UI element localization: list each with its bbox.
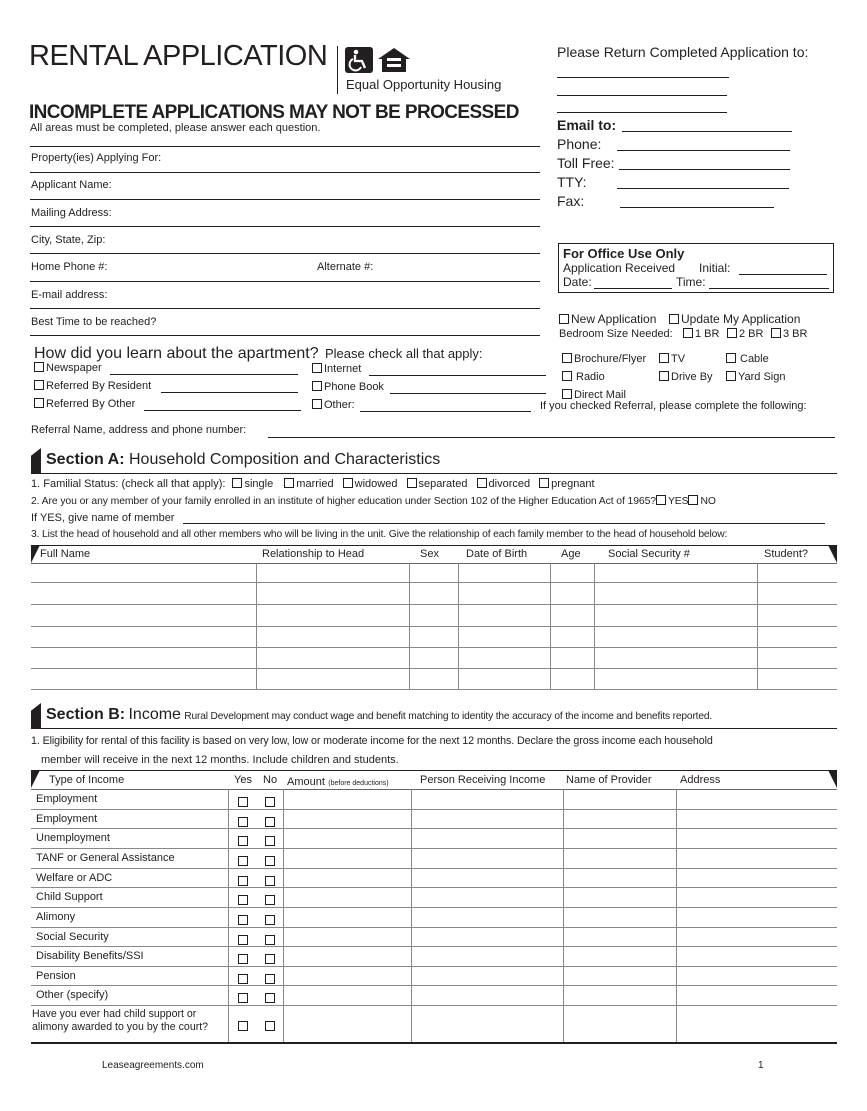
- city-label: City, State, Zip:: [31, 234, 106, 246]
- br1-option[interactable]: 1 BR: [683, 328, 719, 340]
- fax-field[interactable]: [620, 207, 774, 208]
- footer-site: Leaseagreements.com: [102, 1060, 204, 1071]
- income-type-label: TANF or General Assistance: [36, 852, 175, 864]
- applicant-name-field[interactable]: [30, 199, 540, 200]
- table-row[interactable]: [31, 626, 837, 627]
- table-row[interactable]: [31, 647, 837, 648]
- income-type-label: Alimony: [36, 911, 76, 923]
- office-use-title: For Office Use Only: [563, 246, 685, 261]
- col-sex: Sex: [420, 548, 439, 560]
- section-a-header: Section A: Household Composition and Characteristics: [31, 448, 837, 474]
- radio-option[interactable]: Radio: [562, 371, 605, 383]
- table-row[interactable]: [31, 689, 837, 690]
- best-time-field[interactable]: [30, 335, 540, 336]
- checkbox[interactable]: [659, 371, 669, 381]
- header-divider: [337, 46, 338, 94]
- time-label: Time:: [676, 275, 706, 289]
- tollfree-label: Toll Free:: [557, 155, 615, 171]
- income-type-label: Employment: [36, 813, 98, 825]
- table-row[interactable]: [31, 927, 837, 928]
- phone-label: Phone:: [557, 136, 602, 152]
- tv-option[interactable]: TV: [659, 353, 685, 365]
- table-row[interactable]: [31, 887, 837, 888]
- table-row[interactable]: [31, 966, 837, 967]
- home-phone-field[interactable]: [30, 281, 540, 282]
- email-to-label: Email to:: [557, 117, 617, 133]
- date-field[interactable]: [594, 288, 672, 289]
- checkbox[interactable]: [539, 478, 549, 488]
- familial-status: 1. Familial Status: (check all that apply): single married widowed separated divorced pregnant: [31, 478, 595, 490]
- tty-field[interactable]: [617, 188, 789, 189]
- court-question: Have you ever had child support or alimony awarded to you by the court?: [32, 1008, 209, 1033]
- phone-book-option[interactable]: Phone Book: [312, 381, 384, 393]
- table-row[interactable]: [31, 985, 837, 986]
- col-type: Type of Income: [49, 774, 125, 786]
- income-yes-checkbox[interactable]: [238, 935, 248, 945]
- income-no-checkbox[interactable]: [265, 954, 275, 964]
- income-no-checkbox[interactable]: [265, 836, 275, 846]
- mailing-label: Mailing Address:: [31, 207, 112, 219]
- income-yes-checkbox[interactable]: [238, 876, 248, 886]
- table-row[interactable]: [31, 907, 837, 908]
- page-number: 1: [758, 1060, 764, 1071]
- income-no-checkbox[interactable]: [265, 856, 275, 866]
- initial-label: Initial:: [699, 261, 731, 275]
- drive-by-option[interactable]: Drive By: [659, 371, 713, 383]
- income-no-checkbox[interactable]: [265, 974, 275, 984]
- income-no-checkbox[interactable]: [265, 915, 275, 925]
- referral-field[interactable]: [268, 437, 835, 438]
- office-use-box: [558, 243, 834, 293]
- table-row[interactable]: [31, 582, 837, 583]
- income-type-label: Unemployment: [36, 832, 110, 844]
- table-row[interactable]: [31, 604, 837, 605]
- col-provider: Name of Provider: [566, 774, 652, 786]
- col-address: Address: [680, 774, 721, 786]
- property-field[interactable]: [30, 172, 540, 173]
- income-yes-checkbox[interactable]: [238, 993, 248, 1003]
- section-b-header: Section B: Income Rural Development may conduct wage and benefit matching to identity the accuracy of the income and benefits reported.: [31, 703, 837, 729]
- equal-opportunity-text: Equal Opportunity Housing: [346, 77, 502, 92]
- other-option[interactable]: Other:: [312, 399, 355, 411]
- checkbox[interactable]: [284, 478, 294, 488]
- checkbox[interactable]: [562, 353, 572, 363]
- table-row[interactable]: [31, 848, 837, 849]
- page-title: RENTAL APPLICATION: [29, 40, 328, 72]
- email-field[interactable]: [30, 308, 540, 309]
- income-type-label: Social Security: [36, 931, 109, 943]
- checkbox[interactable]: [312, 399, 322, 409]
- checkbox[interactable]: [34, 398, 44, 408]
- phone-field[interactable]: [617, 150, 790, 151]
- checkbox[interactable]: [669, 314, 679, 324]
- checkbox[interactable]: [407, 478, 417, 488]
- property-label: Property(ies) Applying For:: [31, 152, 162, 164]
- income-type-label: Employment: [36, 793, 98, 805]
- table-row[interactable]: [31, 946, 837, 947]
- table-row[interactable]: [31, 668, 837, 669]
- checkbox[interactable]: [727, 328, 737, 338]
- incomplete-warning: INCOMPLETE APPLICATIONS MAY NOT BE PROCESSED: [29, 102, 519, 123]
- email-label: E-mail address:: [31, 289, 108, 301]
- income-yes-checkbox[interactable]: [238, 797, 248, 807]
- household-table: [31, 545, 837, 689]
- table-row[interactable]: [31, 828, 837, 829]
- income-no-checkbox[interactable]: [265, 935, 275, 945]
- internet-option[interactable]: Internet: [312, 363, 361, 375]
- checkbox[interactable]: [656, 495, 666, 505]
- referral-note: If you checked Referral, please complete the following:: [540, 400, 807, 412]
- brochure-option[interactable]: Brochure/Flyer: [562, 353, 646, 365]
- income-type-label: Pension: [36, 970, 76, 982]
- update-application-option[interactable]: Update My Application: [669, 312, 800, 326]
- checkbox[interactable]: [232, 478, 242, 488]
- income-yes-checkbox[interactable]: [238, 915, 248, 925]
- income-no-checkbox[interactable]: [265, 817, 275, 827]
- referred-resident-option[interactable]: Referred By Resident: [34, 380, 151, 392]
- equal-housing-icon: [376, 46, 412, 77]
- col-yes: Yes: [234, 774, 252, 786]
- checkbox[interactable]: [683, 328, 693, 338]
- income-no-checkbox[interactable]: [265, 993, 275, 1003]
- income-yes-checkbox[interactable]: [238, 974, 248, 984]
- higher-ed-member-field[interactable]: [183, 523, 825, 524]
- tty-label: TTY:: [557, 174, 587, 190]
- col-full-name: Full Name: [40, 548, 91, 560]
- income-type-label: Disability Benefits/SSI: [36, 950, 144, 962]
- checkbox[interactable]: [34, 380, 44, 390]
- income-type-label: Welfare or ADC: [36, 872, 113, 884]
- table-row[interactable]: [31, 809, 837, 810]
- eligibility-text-2: member will receive in the next 12 months. Include children and students.: [41, 754, 399, 766]
- checkbox[interactable]: [477, 478, 487, 488]
- tollfree-field[interactable]: [619, 169, 790, 170]
- app-received-label: Application Received: [563, 261, 676, 275]
- checkbox[interactable]: [688, 495, 698, 505]
- higher-ed-member-label: If YES, give name of member: [31, 512, 175, 524]
- learn-title: How did you learn about the apartment? Please check all that apply:: [34, 345, 483, 362]
- email-to-field[interactable]: [622, 131, 792, 132]
- referral-label: Referral Name, address and phone number:: [31, 424, 247, 436]
- checkbox[interactable]: [312, 381, 322, 391]
- court-no-checkbox[interactable]: [265, 1021, 275, 1031]
- higher-ed-question: 2. Are you or any member of your family enrolled in an institute of higher education under Section 102 of the Higher Education Act of 1965? YES NO: [31, 496, 716, 507]
- income-yes-checkbox[interactable]: [238, 895, 248, 905]
- col-ssn: Social Security #: [608, 548, 690, 560]
- newspaper-option[interactable]: Newspaper: [34, 362, 102, 374]
- return-heading: Please Return Completed Application to:: [557, 44, 809, 60]
- br2-option[interactable]: 2 BR: [727, 328, 763, 340]
- income-table: [31, 770, 837, 1043]
- income-yes-checkbox[interactable]: [238, 817, 248, 827]
- new-application-option[interactable]: New Application: [559, 312, 656, 326]
- income-no-checkbox[interactable]: [265, 876, 275, 886]
- income-yes-checkbox[interactable]: [238, 856, 248, 866]
- checkbox[interactable]: [562, 371, 572, 381]
- col-dob: Date of Birth: [466, 548, 528, 560]
- col-amount: Amount (before deductions): [287, 776, 389, 788]
- checkbox[interactable]: [312, 363, 322, 373]
- income-type-label: Child Support: [36, 891, 103, 903]
- city-field[interactable]: [30, 253, 540, 254]
- yard-sign-option[interactable]: Yard Sign: [726, 371, 786, 383]
- checkbox[interactable]: [659, 353, 669, 363]
- bedroom-label: Bedroom Size Needed:: [559, 328, 673, 340]
- income-yes-checkbox[interactable]: [238, 836, 248, 846]
- alternate-label: Alternate #:: [317, 261, 374, 273]
- time-field[interactable]: [709, 288, 829, 289]
- mailing-field[interactable]: [30, 226, 540, 227]
- col-person: Person Receiving Income: [420, 774, 546, 786]
- table-row[interactable]: [31, 868, 837, 869]
- best-time-label: Best Time to be reached?: [31, 316, 157, 328]
- referred-other-option[interactable]: Referred By Other: [34, 398, 135, 410]
- income-yes-checkbox[interactable]: [238, 954, 248, 964]
- checkbox[interactable]: [34, 362, 44, 372]
- checkbox[interactable]: [726, 353, 736, 363]
- checkbox[interactable]: [726, 371, 736, 381]
- initial-field[interactable]: [739, 274, 827, 275]
- direct-mail-option[interactable]: Direct Mail: [562, 389, 626, 401]
- applicant-name-label: Applicant Name:: [31, 179, 112, 191]
- checkbox[interactable]: [562, 389, 572, 399]
- date-label: Date:: [563, 275, 592, 289]
- col-relationship: Relationship to Head: [262, 548, 365, 560]
- court-yes-checkbox[interactable]: [238, 1021, 248, 1031]
- col-age: Age: [561, 548, 581, 560]
- col-student: Student?: [764, 548, 809, 560]
- table-row[interactable]: [31, 1005, 837, 1006]
- col-no: No: [263, 774, 278, 786]
- home-phone-label: Home Phone #:: [31, 261, 108, 273]
- cable-option[interactable]: Cable: [726, 353, 769, 365]
- eligibility-text-1: 1. Eligibility for rental of this facility is based on very low, low or moderate income for the next 12 months. Declare the gross income each household: [31, 735, 713, 747]
- accessibility-icon: [345, 47, 373, 76]
- checkbox[interactable]: [771, 328, 781, 338]
- br3-option[interactable]: 3 BR: [771, 328, 807, 340]
- fax-label: Fax:: [557, 193, 585, 209]
- checkbox[interactable]: [559, 314, 569, 324]
- household-instruction: 3. List the head of household and all other members who will be living in the unit. Give the relationship of each family member to the head of household below:: [31, 529, 728, 540]
- income-no-checkbox[interactable]: [265, 895, 275, 905]
- income-no-checkbox[interactable]: [265, 797, 275, 807]
- subwarning: All areas must be completed, please answer each question.: [30, 122, 321, 134]
- checkbox[interactable]: [343, 478, 353, 488]
- income-type-label: Other (specify): [36, 989, 109, 1001]
